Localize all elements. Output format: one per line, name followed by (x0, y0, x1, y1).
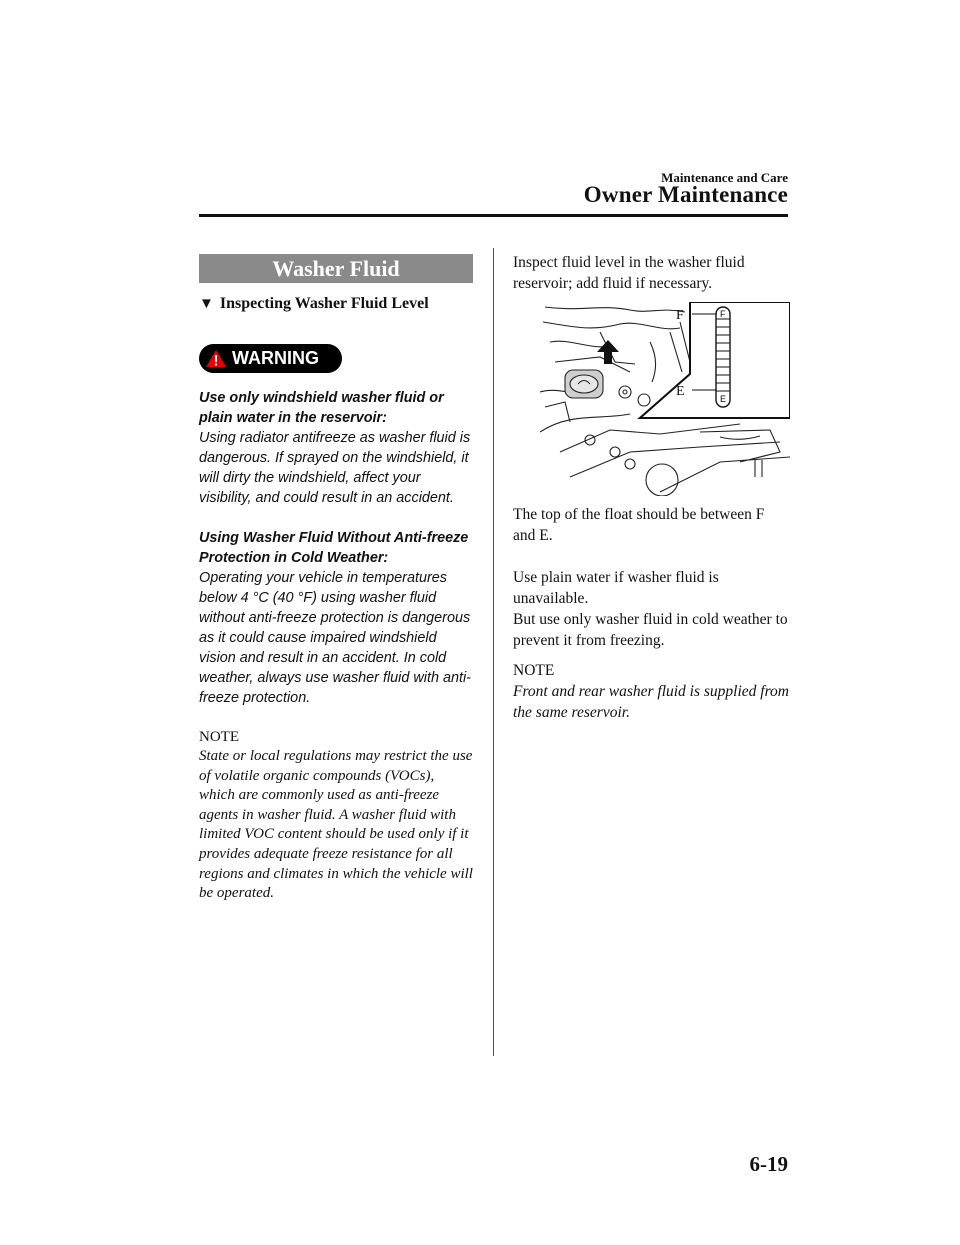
warning-heading-1: Use only windshield washer fluid or plain water in the reservoir: (199, 390, 444, 426)
cold-weather-paragraph: But use only washer fluid in cold weather to prevent it from freezing. (513, 611, 788, 649)
right-note-label: NOTE (513, 662, 555, 679)
topic-banner: Washer Fluid (199, 254, 473, 283)
warning-text-2: Operating your vehicle in temperatures below 4 °C (40 °F) using washer fluid without anti-freeze protection is dangerous as it could cause impaired windshield vision and result in an accident. In cold weather, always use washer fluid with anti-freeze protection. (199, 570, 471, 706)
gauge-mark-empty: E (720, 394, 727, 404)
subheading (199, 295, 473, 313)
warning-heading-2: Using Washer Fluid Without Anti-freeze Protection in Cold Weather: (199, 530, 469, 566)
plain-water-paragraph: Use plain water if washer fluid is unavailable. (513, 569, 719, 607)
float-paragraph: The top of the float should be between F and E. (513, 506, 765, 544)
right-column (513, 252, 789, 723)
note-text: State or local regulations may restrict the use of volatile organic compounds (VOCs), which are commonly used as anti-freeze agents in washer fluid. A washer fluid with limited VOC content should be used only if it provides adequate freeze resistance for all regions and climates in which the vehicle will be operated. (199, 748, 473, 902)
intro-paragraph: Inspect fluid level in the washer fluid reservoir; add fluid if necessary. (513, 254, 745, 292)
subheading-text: Inspecting Washer Fluid Level (219, 295, 429, 312)
label-full: F (676, 308, 684, 323)
page-number: 6-19 (749, 1152, 788, 1176)
gauge-mark-full: F (720, 309, 726, 319)
left-column (199, 254, 473, 904)
chapter-title: Maintenance and Care (661, 170, 788, 185)
right-note-text: Front and rear washer fluid is supplied from the same reservoir. (513, 683, 789, 721)
header-rule (199, 214, 788, 217)
section-title: Owner Maintenance (583, 182, 788, 207)
warning-text-1: Using radiator antifreeze as washer fluid is dangerous. If sprayed on the windshield, it will dirty the windshield, affect your visibility, and could result in an accident. (199, 430, 471, 506)
note-label: NOTE (199, 729, 239, 745)
warning-badge (199, 344, 342, 373)
warning-triangle-icon (205, 349, 227, 368)
triangle-marker-icon: ▼ (199, 295, 214, 312)
warning-content (199, 388, 473, 708)
column-divider (493, 248, 494, 1056)
warning-label: WARNING (232, 348, 319, 368)
label-empty: E (676, 384, 685, 399)
washer-reservoir-figure (540, 302, 790, 496)
